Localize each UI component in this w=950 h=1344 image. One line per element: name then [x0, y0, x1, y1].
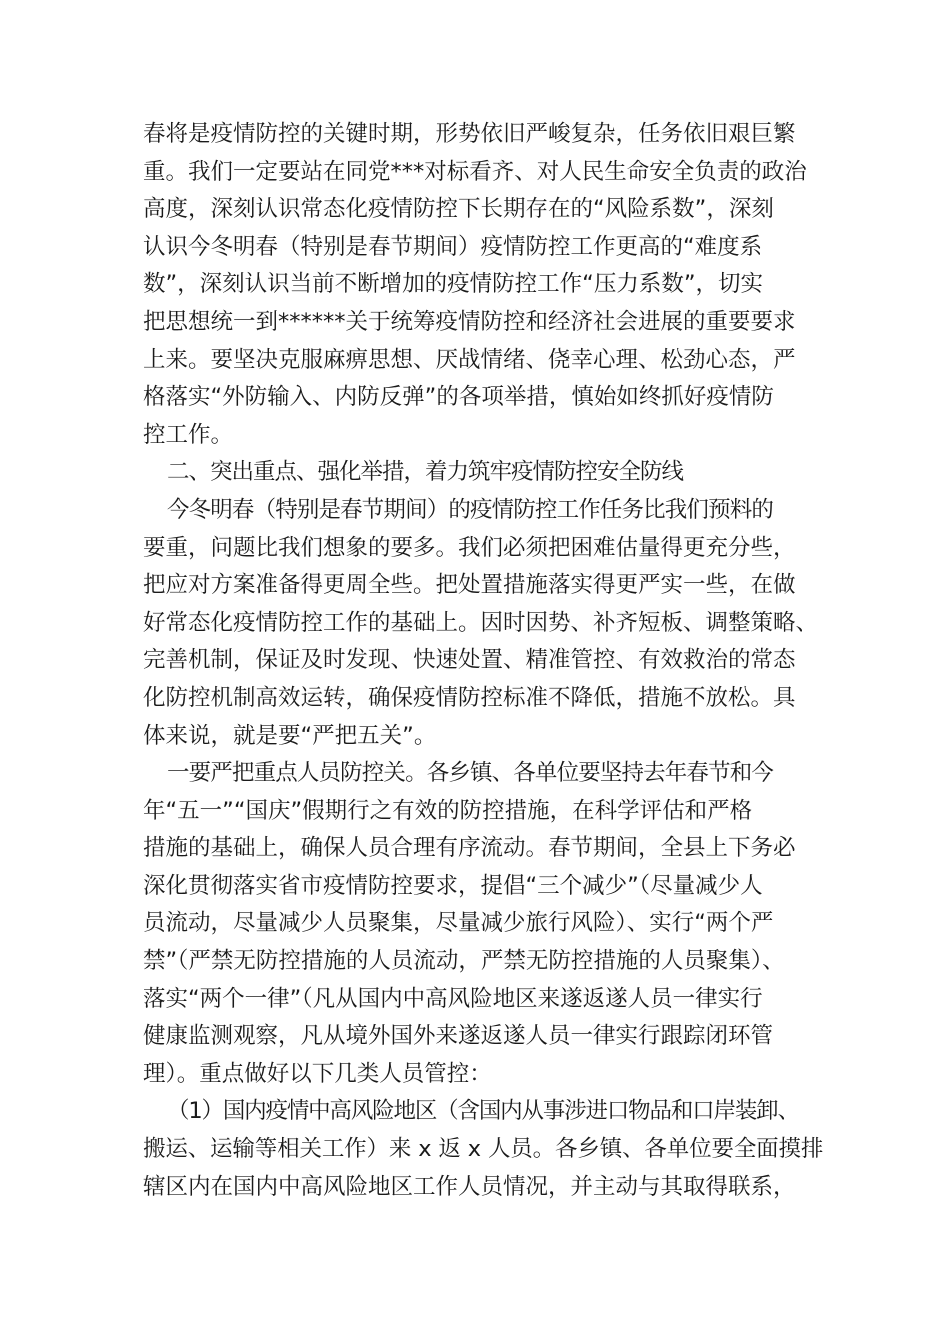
text-line: 辖区内在国内中高风险地区工作人员情况，并主动与其取得联系， — [143, 1173, 796, 1200]
text-line: 体来说，就是要“严把五关”。 — [143, 722, 437, 749]
text-line: 好常态化疫情防控工作的基础上。因时因势、补齐短板、调整策略、 — [143, 609, 819, 636]
document-body — [143, 116, 823, 1206]
text-line: 落实“两个一律”（凡从国内中高风险地区来遂返遂人员一律实行 — [143, 985, 763, 1012]
text-line: 二、突出重点、强化举措，着力筑牢疫情防控安全防线 — [167, 459, 684, 486]
text-line: 认识今冬明春（特别是春节期间）疫情防控工作更高的“难度系 — [143, 233, 763, 260]
text-line: 要重，问题比我们想象的要多。我们必须把困难估量得更充分些， — [143, 534, 796, 561]
text-line: 一要严把重点人员防控关。各乡镇、各单位要坚持去年春节和今 — [167, 760, 774, 787]
text-line: 措施的基础上，确保人员合理有序流动。春节期间，全县上下务必 — [143, 835, 796, 862]
text-line: 员流动，尽量减少人员聚集，尽量减少旅行风险）、实行“两个严 — [143, 910, 774, 937]
text-line: 格落实“外防输入、内防反弹”的各项举措，慎始如终抓好疫情防 — [143, 384, 774, 411]
text-line: 把应对方案准备得更周全些。把处置措施落实得更严实一些，在做 — [143, 572, 796, 599]
text-line: 健康监测观察，凡从境外国外来遂返遂人员一律实行跟踪闭环管 — [143, 1023, 774, 1050]
text-line: 数”，深刻认识当前不断增加的疫情防控工作“压力系数”，切实 — [143, 271, 763, 298]
text-line: 年“五一”“国庆”假期行之有效的防控措施，在科学评估和严格 — [143, 797, 753, 824]
text-line: 禁”（严禁无防控措施的人员流动，严禁无防控措施的人员聚集）、 — [143, 948, 785, 975]
text-line: 春将是疫情防控的关键时期，形势依旧严峻复杂，任务依旧艰巨繁 — [143, 121, 796, 147]
text-line: 重。我们一定要站在同党***对标看齐、对人民生命安全负责的政治 — [143, 158, 807, 185]
text-line: 上来。要坚决克服麻痹思想、厌战情绪、侥幸心理、松劲心态，严 — [143, 346, 796, 373]
text-line: 把思想统一到******关于统筹疫情防控和经济社会进展的重要要求 — [143, 308, 796, 335]
text-line: 深化贯彻落实省市疫情防控要求，提倡“三个减少”（尽量减少人 — [143, 872, 763, 899]
text-line: 今冬明春（特别是春节期间）的疫情防控工作任务比我们预料的 — [167, 496, 774, 523]
text-line: 化防控机制高效运转，确保疫情防控标准不降低，措施不放松。具 — [143, 684, 796, 711]
text-line: （1）国内疫情中高风险地区（含国内从事涉进口物品和口岸装卸、 — [167, 1098, 799, 1125]
text-line: 高度，深刻认识常态化疫情防控下长期存在的“风险系数”，深刻 — [143, 196, 774, 223]
text-line: 控工作。 — [143, 421, 234, 448]
text-line: 理）。重点做好以下几类人员管控： — [143, 1060, 492, 1087]
text-line: 搬运、运输等相关工作）来 x 返 x 人员。各乡镇、各单位要全面摸排 — [143, 1136, 824, 1163]
text-line: 完善机制，保证及时发现、快速处置、精准管控、有效救治的常态 — [143, 647, 796, 674]
